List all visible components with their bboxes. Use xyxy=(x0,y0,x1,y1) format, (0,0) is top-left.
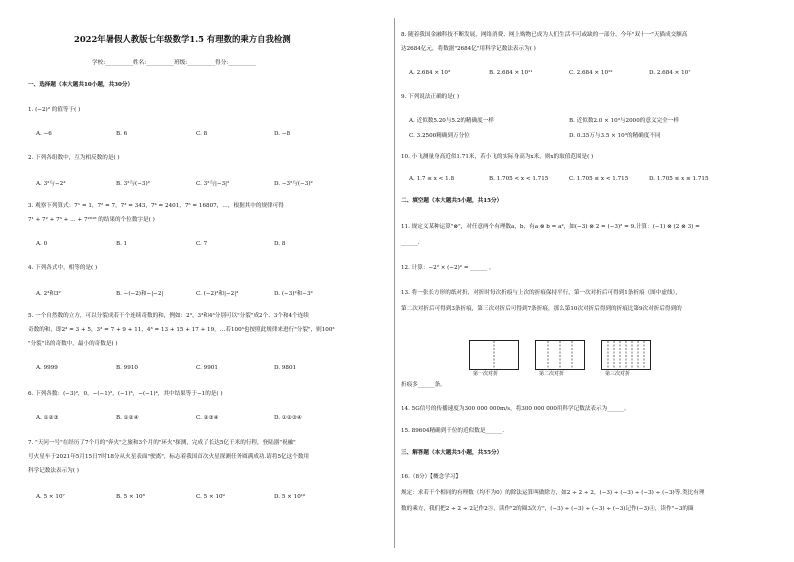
q9-option-c: C. 3.2500精确到万分位 xyxy=(409,133,470,139)
fold-figure-1-creases xyxy=(470,341,518,369)
question-3-stem-line2: 7¹ + 7² + 7³ + … + 7²⁰¹⁸ 的结果的个位数字是( ) xyxy=(28,217,155,223)
question-8-stem-line2: 达2684亿元，将数据"2684亿"用科学记数法表示为( ) xyxy=(401,46,536,52)
fold-figure-3 xyxy=(601,340,651,370)
student-info-line: 学校:__________姓名:__________班级:__________得分:__________ xyxy=(92,60,257,66)
question-4-stem: 4. 下列各式中，相等的是( ) xyxy=(28,265,98,271)
question-7-stem-line2: 号火星车于2021年5月15日7时18分从火星表面"驶离"，标志着我国首次火星探测任务圆满成功.请将5亿这个数用 xyxy=(28,454,310,460)
q6-option-a: A. ①②③ xyxy=(36,415,59,421)
question-5-stem-line1: 5. 一个自然数的立方，可以分裂成若干个连续奇数的和，例如：2³，3³和4³分别可以"分裂"成2个、3个和4个连续 xyxy=(28,313,309,319)
q4-option-c: C. (−2)³和|−2|³ xyxy=(196,291,239,297)
q10-option-d: D. 1.705 ≤ x ≤ 1.715 xyxy=(649,176,709,182)
q6-option-c: C. ②③④ xyxy=(196,415,219,421)
question-2-stem: 2. 下列各组数中，互为相反数的是( ) xyxy=(28,155,120,161)
section-1-heading: 一、选择题（本大题共10小题，共30分） xyxy=(28,82,134,88)
fold-figure-1 xyxy=(469,340,519,370)
q2-option-b: B. 3²与(−3)² xyxy=(116,181,150,187)
q10-option-c: C. 1.705 ≤ x < 1.715 xyxy=(569,176,629,182)
question-3-stem-line1: 3. 观察下列算式：7¹ = 1，7² = 7，7³ = 343，7⁴ = 2401，7⁵ = 16807，…，根据其中的规律可得 xyxy=(28,203,284,209)
q4-option-a: A. 2³和3² xyxy=(36,291,61,297)
question-16-line1: 规定：求若干个相同的有理数（均不为0）的除法运算叫做除方，如2 ÷ 2 ÷ 2，(−3) ÷ (−3) ÷ (−3) ÷ (−3)等.类比有理 xyxy=(401,490,705,496)
question-13-line3: 折痕多______条。 xyxy=(401,382,446,388)
q1-option-b: B. 6 xyxy=(116,131,128,137)
fold-caption-1: 第一次对折 xyxy=(473,371,499,377)
section-2-heading: 二、填空题（本大题共5小题，共15分） xyxy=(401,198,503,204)
q5-option-d: D. 9801 xyxy=(274,365,297,371)
q6-option-b: B. ①②④ xyxy=(116,415,139,421)
question-12: 12. 计算：−2² × (−2)² = ______ 。 xyxy=(401,265,495,271)
q2-option-d: D. −3²与(−3)² xyxy=(274,181,313,187)
page-title: 2022年暑假人教版七年级数学1.5 有理数的乘方自我检测 xyxy=(74,34,291,44)
q9-option-d: D. 0.35万与3.5 × 10³的精确度不同 xyxy=(569,133,661,139)
q8-option-d: D. 2.684 × 10⁷ xyxy=(649,70,691,76)
right-column xyxy=(397,0,794,562)
question-5-stem-line2: 奇数的和，即2³ = 3 + 5，3³ = 7 + 9 + 11，4³ = 13 + 15 + 17 + 19，…若100³也按照此规律来进行"分裂"，则100³ xyxy=(28,327,335,333)
q7-option-b: B. 5 × 10⁸ xyxy=(116,494,145,500)
question-15: 15. 89604精确到千位的近似数是______. xyxy=(401,428,504,434)
column-divider xyxy=(394,18,395,548)
fold-figure-3-creases xyxy=(602,341,650,369)
q2-option-a: A. 3²与−2³ xyxy=(36,181,66,187)
q5-option-a: A. 9999 xyxy=(36,365,58,371)
q3-option-c: C. 7 xyxy=(196,241,208,247)
fold-caption-3: 第三次对折 xyxy=(605,371,631,377)
question-13-line2: 第二次对折后可得到3条折痕，第三次对折后可得到7条折痕，那么第10次对折后得到的折痕比第9次对折后得到的 xyxy=(401,306,682,312)
q8-option-c: C. 2.684 × 10¹² xyxy=(569,70,613,76)
question-7-stem-line3: 科学记数法表示为( ) xyxy=(28,468,79,474)
q10-option-b: B. 1.705 < x < 1.715 xyxy=(489,176,549,182)
fold-figure-2 xyxy=(535,340,585,370)
q3-option-b: B. 1 xyxy=(116,241,128,247)
question-11-line1: 11. 规定义某种运算"⊗"，对任意两个有理数a，b，有a ⊗ b = a²，如(−3) ⊗ 2 = (−3)² = 9.计算：(−1) ⊗ (2 ⊗ 3) = xyxy=(401,224,700,230)
q1-option-a: A. −6 xyxy=(36,131,52,137)
fold-caption-2: 第二次对折 xyxy=(539,371,565,377)
fold-figure-2-creases xyxy=(536,341,584,369)
q7-option-d: D. 5 × 10¹⁰ xyxy=(274,494,306,500)
question-1-stem: 1. (−2)² 的值等于( ) xyxy=(28,107,81,113)
q9-option-a: A. 近似数5.20与5.2的精确度一样 xyxy=(409,118,494,124)
question-13-line1: 13. 将一张长方形的纸对折，对折时每次折痕与上次的折痕保持平行，第一次对折后可得到1条折痕（图中虚线）， xyxy=(401,290,681,296)
question-5-stem-line3: "分裂"出的奇数中，最小的奇数是( ) xyxy=(28,341,118,347)
q1-option-d: D. −8 xyxy=(274,131,291,137)
question-6-stem: 6. 下列各数：(−3)²，0，−(−1)²，(−1)³，−(−1)⁴，其中结果等于−1的是( ) xyxy=(28,391,223,397)
q7-option-c: C. 5 × 10⁹ xyxy=(196,494,225,500)
question-7-stem-line1: 7. "天问一号"在经历了7个月的"奔火"之旅和3个月的"环火"探测，完成了长达5亿千米的行程，登陆器"祝融" xyxy=(28,440,296,446)
question-11-line2: ______. xyxy=(401,240,420,246)
question-8-stem-line1: 8. 随着我国金融科技不断发展，网络消费、网上购物已成为人们生活不可或缺的一部分，今年"双十一"天猫成交额高 xyxy=(401,32,688,38)
question-16-heading: 16.（8分）【概念学习】 xyxy=(401,474,461,480)
q7-option-a: A. 5 × 10⁷ xyxy=(36,494,65,500)
q8-option-b: B. 2.684 × 10¹¹ xyxy=(489,70,533,76)
question-9-stem: 9. 下列说法正确的是( ) xyxy=(401,94,460,100)
q10-option-a: A. 1.7 ≤ x < 1.8 xyxy=(409,176,455,182)
q3-option-a: A. 0 xyxy=(36,241,48,247)
section-3-heading: 三、解答题（本大题共5小题，共55分） xyxy=(401,450,503,456)
question-10-stem: 10. 小飞测量身高近似1.71米，若小飞的实际身高为x米，则x的取值范围是( ) xyxy=(401,154,594,160)
q4-option-b: B. −(−2)和−|−2| xyxy=(116,291,164,297)
q2-option-c: C. 3²与|−3|² xyxy=(196,181,230,187)
q4-option-d: D. (−3)²和−3² xyxy=(274,291,313,297)
q9-option-b: B. 近似数2.0 × 10³与2000的意义完全一样 xyxy=(569,118,679,124)
q5-option-c: C. 9901 xyxy=(196,365,218,371)
q5-option-b: B. 9910 xyxy=(116,365,138,371)
q3-option-d: D. 8 xyxy=(274,241,286,247)
question-14: 14. 5G信号的传播速度为300 000 000m/s，将300 000 000用科学记数法表示为______。 xyxy=(401,406,630,412)
q6-option-d: D. ①②③④ xyxy=(274,415,302,421)
q1-option-c: C. 8 xyxy=(196,131,208,137)
question-16-line2: 数的乘方，我们把2 ÷ 2 ÷ 2记作2③，读作"2的圈3次方"，(−3) ÷ (−3) ÷ (−3) ÷ (−3)记作(−3)④，读作"−3的圈 xyxy=(401,506,694,512)
q8-option-a: A. 2.684 × 10³ xyxy=(409,70,451,76)
